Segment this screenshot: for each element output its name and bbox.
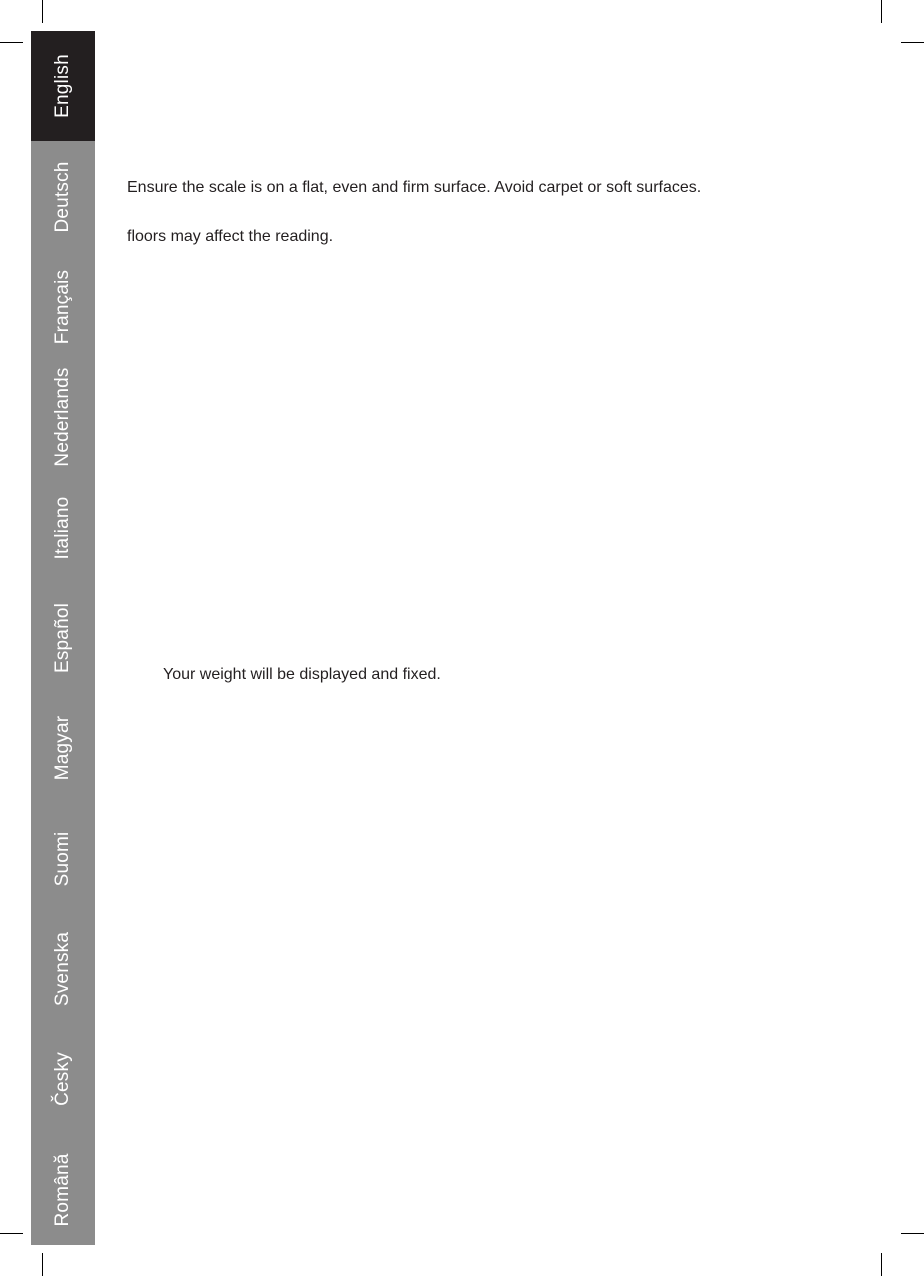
language-tab-label: Česky [52,1052,73,1107]
language-tab-nederlands[interactable] [31,362,95,472]
language-tab-label: Français [52,269,73,345]
language-tab-strip [31,31,95,1245]
instruction-floor-text: floors may affect the reading. [127,228,334,245]
language-tab-english[interactable] [31,31,95,141]
crop-mark [0,1233,23,1234]
language-tab-label: Suomi [52,831,73,887]
language-tab-espanol[interactable] [31,583,95,693]
language-tab-svenska[interactable] [31,914,95,1024]
crop-mark [0,42,23,43]
language-tab-label: English [52,54,73,119]
language-tab-romana[interactable] [31,1135,95,1245]
crop-mark [42,1253,43,1276]
crop-mark [881,1253,882,1276]
crop-mark [42,0,43,23]
language-tab-italiano[interactable] [31,472,95,582]
language-tab-deutsch[interactable] [31,141,95,251]
language-tab-francais[interactable] [31,252,95,362]
language-tab-label: Italiano [52,496,73,560]
language-tab-suomi[interactable] [31,804,95,914]
language-tab-label: Română [52,1153,73,1227]
crop-mark [901,42,924,43]
instruction-surface-text: Ensure the scale is on a flat, even and firm surface. Avoid carpet or soft surfaces. [127,179,702,196]
language-tab-label: Nederlands [52,367,73,467]
language-tab-cesky[interactable] [31,1024,95,1134]
language-tab-label: Svenska [52,931,73,1007]
crop-mark [901,1233,924,1234]
crop-mark [881,0,882,23]
language-tab-label: Magyar [52,716,73,781]
instruction-weight-text: Your weight will be displayed and fixed. [163,666,441,683]
language-tab-label: Español [52,602,73,673]
language-tab-label: Deutsch [52,160,73,233]
language-tab-magyar[interactable] [31,693,95,803]
